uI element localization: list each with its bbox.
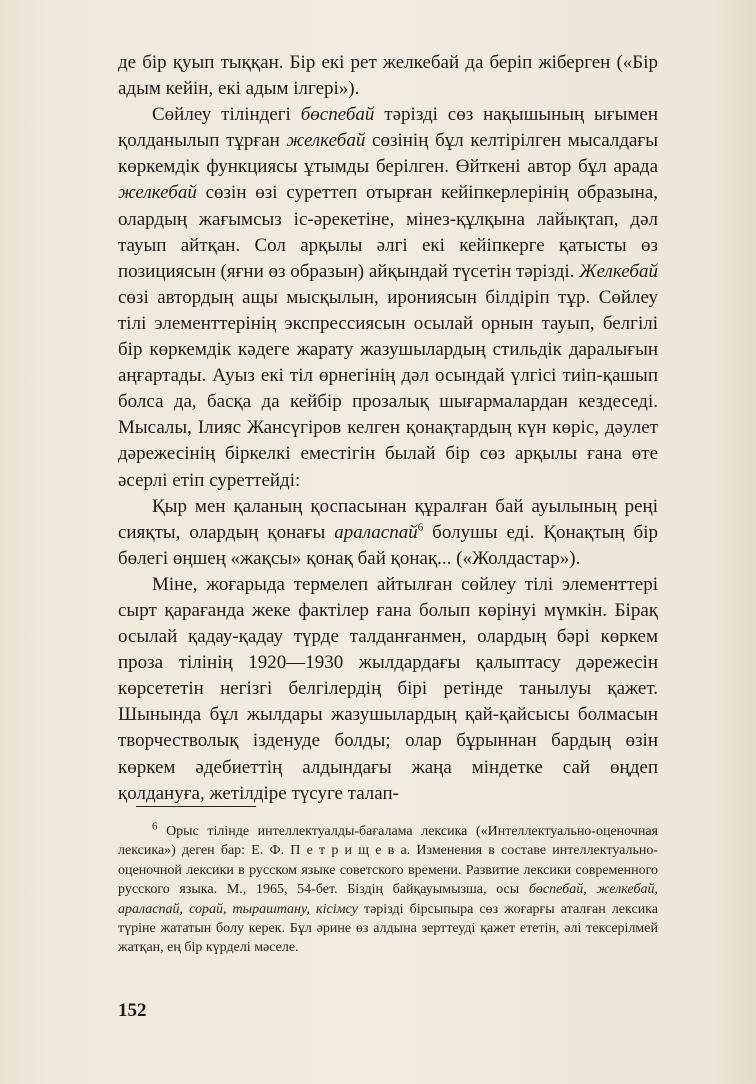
text-run: Қыр мен қаланың қоспасынан құралған бай ауылының реңі сияқты, олардың қонағы [118, 495, 658, 543]
footnote-marker: 6 [417, 521, 424, 534]
text-run: де бір қуып тыққан. Бір екі рет желкебай да беріп жіберген («Бір адым кейін, екі адым ілгері»). [118, 52, 658, 100]
page-number: 152 [118, 1000, 147, 1021]
text-run: Міне, жоғарыда термелеп айтылған сөйлеу тілі элементтері сырт қарағанда жеке фактілер ғана болып көрінуі мүмкін. Бірақ осылай қадау-қадау түрде талданғанмен, олардың бәрі көркем проза тілінің 1920—1930 жылдардағы қалыптасу дәрежесін көрсететін негізгі белгілердің бірі ретінде танылуы қажет. Шынында бұл жылдары жазушылардың қай-қайсысы болмасын творчестволық ізденуде болды; олар бұрыннан бардың өзін көркем әдебиеттің алдындағы жаңа міндетке сай өңдеп қолдануға, жетілдіре түсуге талап- [118, 573, 658, 804]
text-run: Орыс тілінде интеллектуалды-бағалама лексика («Интеллектуально-оценочная лексика») деген бар: Е. Ф. П е т р и щ е в а. Изменения в составе интеллектуально-оценочной лексики в русском языке советского времени. Развитие лексики современного русского языка. М., 1965, 54-бет. Біздің байқауымызша, осы [118, 824, 658, 898]
main-text [118, 50, 658, 807]
text-run: тәрізді бірсыпыра сөз жоғарғы аталған лексика түріне жататын болу керек. Бұл әрине өз алдына зерттеуді қажет ететін, әлі тексерілмей жатқан, ең бір күрделі мәселе. [118, 901, 658, 956]
footnote-divider [136, 806, 256, 807]
text-run: сөзі автордың ащы мысқылын, ирониясын білдіріп тұр. Сөйлеу тілі элементтерінің экспрессиясын осылай орнын тауып, белгілі бір көркемдік кәдеге жарату жазушылардың стильдік даралығын аңғартады. Ауыз екі тіл өрнегінің дәл осындай үлгісі тиіп-қашып болса да, басқа да кейбір прозалық шығармалардан кездеседі. Мысалы, Ілияс Жансүгіров келген қонақтардың күн көріс, дәулет дәрежесінің біркелкі еместігін былай бір сөз арқылы ғана өте әсерлі етіп суреттейді: [118, 286, 658, 491]
italic-word: араласпай [334, 521, 418, 543]
text-run: сөзін өзі суреттеп отырған кейіпкерлерінің образына, олардың жағымсыз іс-әрекетіне, мінез-құлқына лайықтап, дәл тауып айтқан. Сол арқылы әлгі екі кейіпкерге қатысты өз позициясын (яғни өз образын) айқындай түсетін тәрізді. [118, 182, 658, 282]
paragraph [118, 102, 658, 493]
paragraph [118, 50, 658, 102]
italic-word: бөспебай [300, 104, 375, 126]
footnote-number: 6 [152, 820, 158, 833]
text-run: Сөйлеу тіліндегі [152, 104, 301, 126]
text-run: тәрізді сөз нақышының ығымен қолданылып тұрған [118, 104, 659, 152]
quotation-paragraph [118, 494, 658, 572]
italic-word: желкебай [286, 130, 366, 152]
italic-word: Желкебай [579, 260, 658, 282]
text-run: болушы еді. Қонақтың бір бөлегі өңшең «жақсы» қонақ бай қонақ... («Жолдастар»). [118, 521, 658, 569]
footnote [118, 822, 658, 958]
footnote-text [118, 822, 658, 958]
paragraph [118, 572, 658, 807]
italic-word: желкебай [118, 182, 197, 204]
italic-words: бөспебай, желкебай, араласпай, сорай, тыраштану, кісімсу [118, 882, 658, 917]
text-run: сөзінің бұл келтірілген мысалдағы көркемдік функциясы ұтымды берілген. Өйткені автор бұл арада [118, 130, 658, 178]
